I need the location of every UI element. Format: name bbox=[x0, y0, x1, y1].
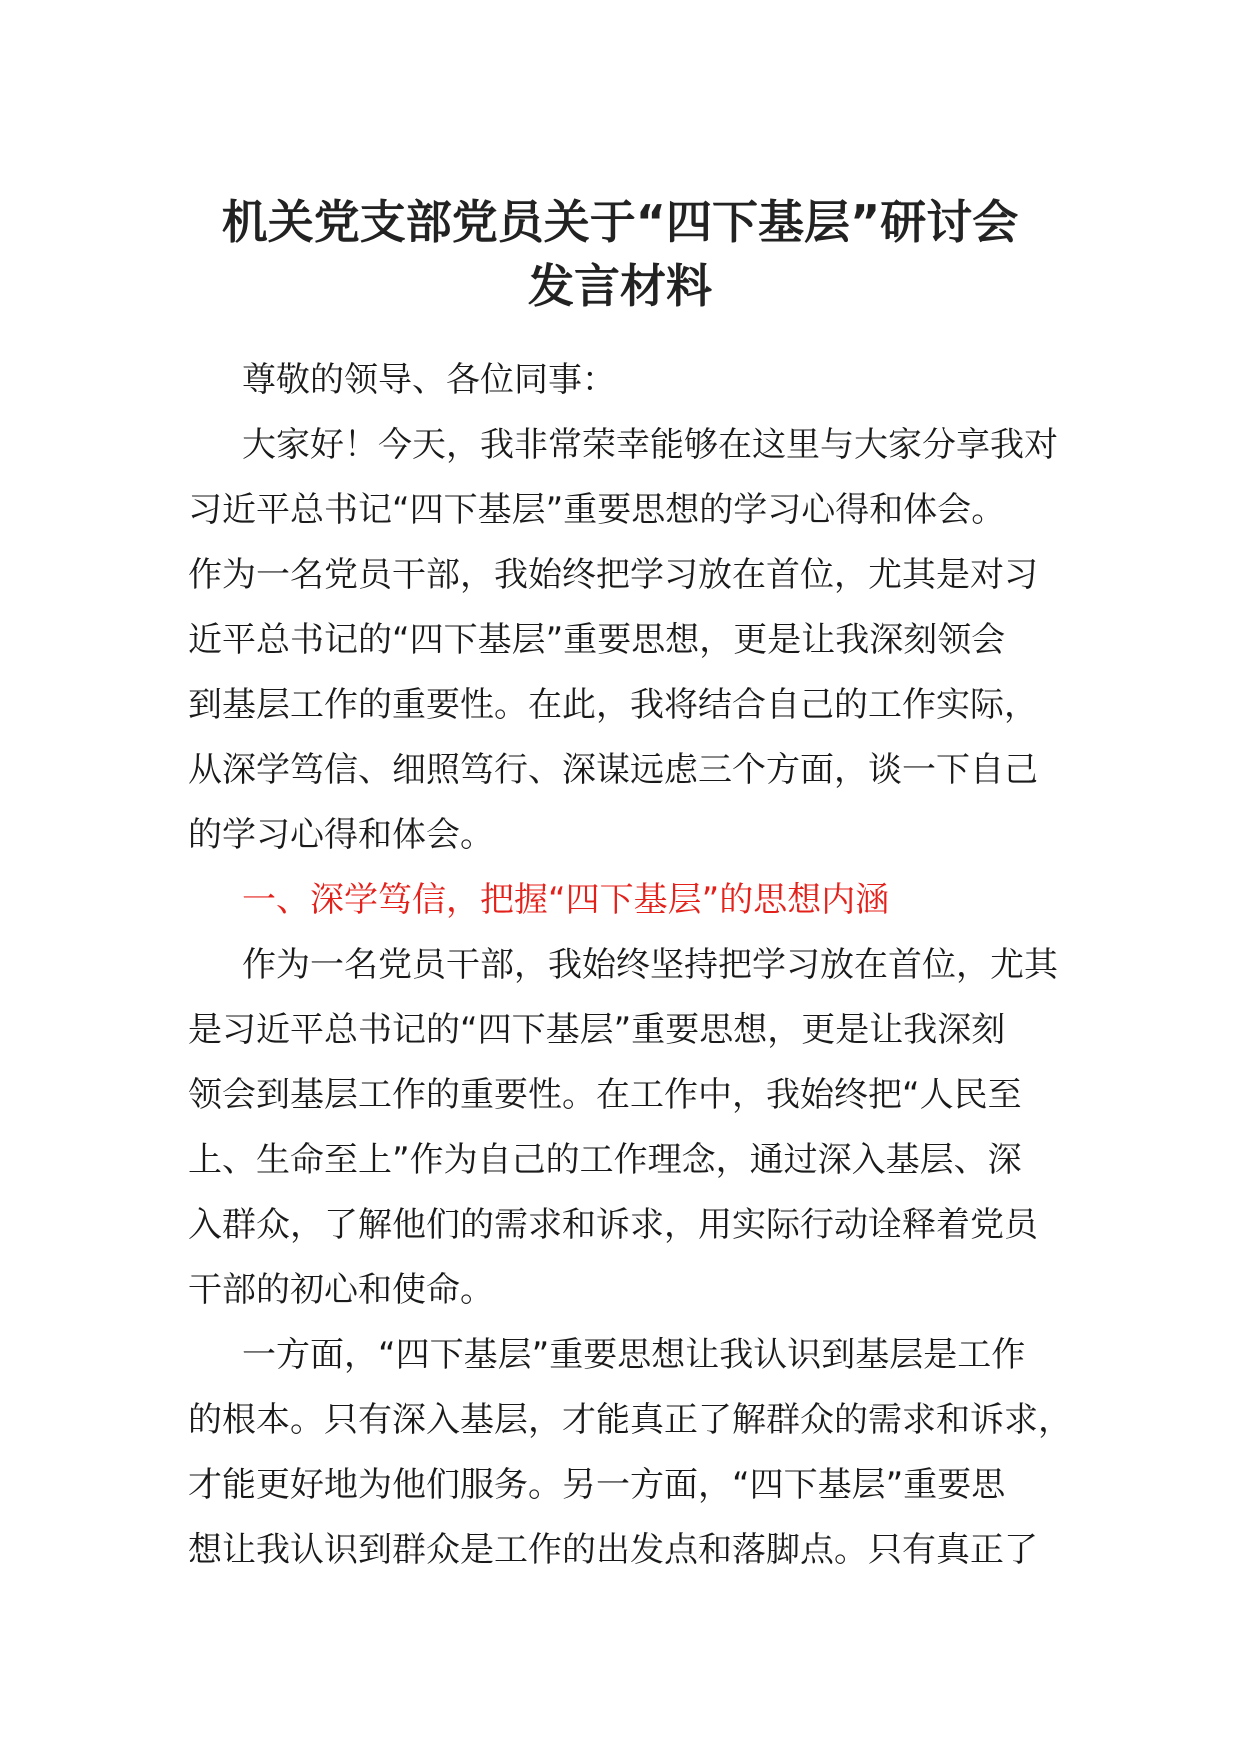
document-title bbox=[150, 190, 1090, 318]
paragraph-line: 上、生命至上”作为自己的工作理念，通过深入基层、深 bbox=[188, 1140, 1022, 1180]
title-line-2: 发言材料 bbox=[528, 259, 712, 313]
paragraph-line: 到基层工作的重要性。在此，我将结合自己的工作实际， bbox=[188, 685, 1038, 725]
paragraph-line: 大家好！今天，我非常荣幸能够在这里与大家分享我对 bbox=[242, 425, 1058, 465]
paragraph-line: 入群众，了解他们的需求和诉求，用实际行动诠释着党员 bbox=[188, 1205, 1038, 1245]
paragraph-line: 干部的初心和使命。 bbox=[188, 1270, 494, 1310]
paragraph-line: 是习近平总书记的“四下基层”重要思想，更是让我深刻 bbox=[188, 1010, 1006, 1050]
paragraph-line: 领会到基层工作的重要性。在工作中，我始终把“人民至 bbox=[188, 1075, 1022, 1115]
section-heading: 一、深学笃信，把握“四下基层”的思想内涵 bbox=[242, 880, 890, 920]
paragraph-line: 才能更好地为他们服务。另一方面，“四下基层”重要思 bbox=[188, 1465, 1006, 1505]
paragraph-line: 一方面，“四下基层”重要思想让我认识到基层是工作 bbox=[242, 1335, 1026, 1375]
paragraph-line: 的根本。只有深入基层，才能真正了解群众的需求和诉求， bbox=[188, 1400, 1072, 1440]
paragraph-line: 从深学笃信、细照笃行、深谋远虑三个方面，谈一下自己 bbox=[188, 750, 1038, 790]
paragraph-line: 的学习心得和体会。 bbox=[188, 815, 494, 855]
paragraph-line: 作为一名党员干部，我始终把学习放在首位，尤其是对习 bbox=[188, 555, 1038, 595]
document-body bbox=[188, 348, 1072, 1583]
paragraph-line: 近平总书记的“四下基层”重要思想，更是让我深刻领会 bbox=[188, 620, 1006, 660]
paragraph-line: 习近平总书记“四下基层”重要思想的学习心得和体会。 bbox=[188, 490, 1006, 530]
salutation: 尊敬的领导、各位同事： bbox=[242, 360, 616, 400]
title-line-1: 机关党支部党员关于“四下基层”研讨会 bbox=[221, 195, 1019, 249]
paragraph-line: 作为一名党员干部，我始终坚持把学习放在首位，尤其 bbox=[242, 945, 1058, 985]
paragraph-line: 想让我认识到群众是工作的出发点和落脚点。只有真正了 bbox=[188, 1530, 1038, 1570]
